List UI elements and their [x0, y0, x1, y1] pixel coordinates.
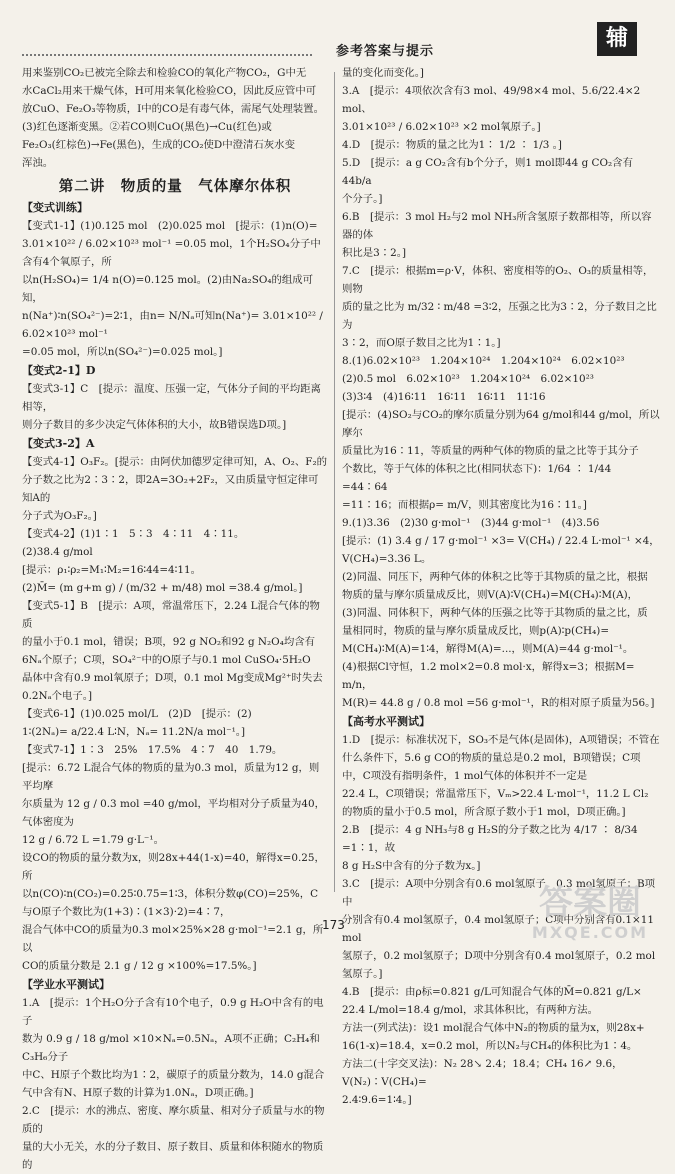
text-line: (3)同温、同体积下，两种气体的压强之比等于其物质的量之比，质 [342, 607, 648, 619]
text-line: 16(1-x)=18.4，x=0.2 mol，所以N₂与CH₄的体积比为1∶4。 [342, 1040, 638, 1052]
text-line: 【变式4-2】(1)1∶1 5∶3 4∶11 4∶11。 [22, 528, 245, 540]
header-title: 参考答案与提示 [336, 44, 435, 59]
text-line: [提示：(1) 3.4 g / 17 g·mol⁻¹ ×3= V(CH₄) / 22.4 L·mol⁻¹ ×4，V(CH₄)=3.36 L。 [342, 535, 660, 565]
text-line: 8 g H₂S中含有的分子数为x。] [342, 860, 481, 872]
text-line: 3.A [提示：4项依次含有3 mol、49/98×4 mol、5.6/22.4×2 mol、 [342, 85, 644, 115]
text-line: [提示：(4)SO₂与CO₂的摩尔质量分别为64 g/mol和44 g/mol，所以摩尔 [342, 409, 660, 439]
text-line: 中，C项没有指明条件，1 mol气体的体积并不一定是 [342, 770, 588, 782]
section-heading: 【变式训练】 [22, 201, 88, 214]
text-line: 4.D [提示：物质的量之比为1∶ 1/2 ∶ 1/3 。] [342, 139, 562, 151]
text-line: 6.B [提示：3 mol H₂与2 mol NH₃所含氢原子数都相等，所以容器的体 [342, 211, 652, 241]
text-line: (2)38.4 g/mol [22, 546, 93, 558]
text-line: 方法一(列式法)：设1 mol混合气体中N₂的物质的量为x，则28x+ [342, 1022, 645, 1034]
text-line: 22.4 L，C项错误；常温常压下，Vₘ>22.4 L·mol⁻¹，11.2 L Cl₂ [342, 788, 649, 800]
text-line: 个分子。] [342, 193, 383, 205]
watermark-logo [515, 883, 665, 953]
section-heading: 【高考水平测试】 [342, 715, 430, 728]
text-line: n(Na⁺)∶n(SO₄²⁻)=2∶1，由n= N/Nₐ可知n(Na⁺)= 3.01×10²² / 6.02×10²³ mol⁻¹ [22, 310, 327, 340]
text-line: (4)根据Cl守恒，1.2 mol×2=0.8 mol·x，解得x=3；根据M= m/n， [342, 661, 638, 691]
text-line: (2)同温、同压下，两种气体的体积之比等于其物质的量之比，根据 [342, 571, 648, 583]
text-line: 积比是3∶2。] [342, 247, 407, 259]
text-line: 晶体中含有0.9 mol氧原子；D项，0.1 mol Mg变成Mg²⁺时失去 [22, 672, 323, 684]
text-line: 【变式5-1】B [提示：A项，常温常压下，2.24 L混合气体的物质 [22, 600, 320, 630]
watermark-bottom: MXQE.COM [531, 923, 649, 942]
text-line: 的量小于0.1 mol，错误；B项，92 g NO₂和92 g N₂O₄均含有6Nₐ个原子；C项，SO₄²⁻中的O原子与0.1 mol CuSO₄·5H₂O [22, 636, 316, 666]
text-line: 浑浊。 [22, 157, 54, 169]
text-line: 1.A [提示：1个H₂O分子含有10个电子，0.9 g H₂O中含有的电子 [22, 997, 324, 1027]
text-line: 3.C [提示：A项中分别含有0.6 mol氢原子，0.3 mol氢原子；B项中 [342, 878, 655, 908]
text-line: (3)3∶4 (4)16∶11 16∶11 16∶11 11∶16 [342, 391, 546, 403]
text-line: 4.B [提示：由ρ标=0.821 g/L可知混合气体的M̄=0.821 g/L× [342, 986, 642, 998]
text-line: 8.(1)6.02×10²³ 1.204×10²⁴ 1.204×10²⁴ 6.02×10²³ [342, 355, 625, 367]
text-line: 用来鉴别CO₂已被完全除去和检验CO的氧化产物CO₂，G中无 [22, 67, 307, 79]
text-line: 9.(1)3.36 (2)30 g·mol⁻¹ (3)44 g·mol⁻¹ (4)3.56 [342, 517, 600, 529]
text-line: (2)M̄= (m g+m g) / (m/32 + m/48) mol =38.4 g/mol。] [22, 582, 303, 594]
text-line: [提示：ρ₁∶ρ₂=M₁∶M₂=16∶44=4∶11。 [22, 564, 201, 576]
text-line: 12 g / 6.72 L =1.79 g·L⁻¹。 [22, 834, 164, 846]
left-column [22, 64, 328, 1174]
page-number: 173 [322, 918, 345, 932]
text-line: 尔质量为 12 g / 0.3 mol =40 g/mol，平均相对分子质量为40，气体密度为 [22, 798, 326, 828]
text-line: 22.4 L/mol=18.4 g/mol，求其体积比，有两种方法。 [342, 1004, 599, 1016]
text-line: 以n(H₂SO₄)= 1/4 n(O)=0.125 mol。(2)由Na₂SO₄的组成可知， [22, 274, 314, 304]
text-line: [提示：6.72 L混合气体的物质的量为0.3 mol，质量为12 g，则平均摩 [22, 762, 320, 792]
section-heading: 【变式3-2】A [22, 437, 95, 450]
header-dotted-rule [22, 54, 312, 56]
watermark-top: 答案圈 [539, 883, 641, 923]
text-line: 3∶2，而O原子数目之比为1∶1。] [342, 337, 501, 349]
text-line: 【变式1-1】(1)0.125 mol (2)0.025 mol [提示：(1)n(O)= [22, 220, 318, 232]
book-logo-icon: 辅 [597, 22, 637, 56]
text-line: Fe₂O₃(红棕色)→Fe(黑色)，生成的CO₂使D中澄清石灰水变 [22, 139, 295, 151]
text-line: 以n(CO)∶n(CO₂)=0.25∶0.75=1∶3，体积分数φ(CO)=25%，C [22, 888, 319, 900]
text-line: 中C、H原子个数比均为1∶2，碳原子的质量分数为，14.0 g混合 [22, 1069, 325, 1081]
text-line: 量相同时，物质的量与摩尔质量成反比，则p(A)∶p(CH₄)= [342, 625, 610, 637]
text-line: 分别含有0.4 mol氢原子，0.4 mol氢原子；C项中分别含有0.1×11 mol [342, 914, 658, 944]
text-line: 量的变化而变化。] [342, 67, 424, 79]
text-line: 【变式6-1】(1)0.025 mol/L (2)D [提示：(2) [22, 708, 252, 720]
text-line: (2)0.5 mol 6.02×10²³ 1.204×10²⁴ 6.02×10²³ [342, 373, 594, 385]
text-line: 气中含有N、H原子数的计算为1.0Nₐ，D项正确。] [22, 1087, 254, 1099]
text-line: 【变式7-1】1∶3 25% 17.5% 4∶7 40 1.79。 [22, 744, 283, 756]
text-line: 个数比，等于气体的体积之比(相同状态下)：1/64 ∶ 1/44 =44∶64 [342, 463, 615, 493]
text-line: =0.05 mol，所以n(SO₄²⁻)=0.025 mol。] [22, 346, 223, 358]
text-line: 与O原子个数比为(1+3)∶(1×3)·2)=4∶7， [22, 906, 231, 918]
column-divider [334, 72, 335, 892]
text-line: 质的量之比为 m/32 ∶ m/48 =3∶2，压强之比为3∶2，分子数目之比为 [342, 301, 657, 331]
text-line: 数为 0.9 g / 18 g/mol ×10×Nₐ=0.5Nₐ，A项不正确；C₂H₄和C₃H₆分子 [22, 1033, 320, 1063]
text-line: 分子数之比为2∶3∶2，即2A=3O₂+2F₂，又由质量守恒定律可知A的 [22, 474, 319, 504]
text-line: 5.D [提示：a g CO₂含有b个分子，则1 mol即44 g CO₂含有44b/a [342, 157, 633, 187]
text-line: 【变式4-1】O₃F₂。[提示：由阿伏加德罗定律可知，A、O₂、F₂的 [22, 456, 327, 468]
text-line: 则分子数目的多少决定气体体积的大小，故B错误选D项。] [22, 419, 287, 431]
text-line: M(R)= 44.8 g / 0.8 mol =56 g·mol⁻¹，R的相对原子质量为56。] [342, 697, 655, 709]
text-line: 什么条件下，5.6 g CO的物质的量总是0.2 mol，B项错误；C项 [342, 752, 641, 764]
text-line: 水CaCl₂用来干燥气体，H可用来氧化检验CO，因此反应管中可 [22, 85, 317, 97]
text-line: 的物质的量小于0.5 mol，所含原子数小于1 mol，D项正确。] [342, 806, 626, 818]
text-line: 2.C [提示：水的沸点、密度、摩尔质量、相对分子质量与水的物质的 [22, 1105, 325, 1135]
text-line: (3)红色逐渐变黑。②若CO则CuO(黑色)→Cu(红色)或 [22, 121, 272, 133]
text-line: 1.D [提示：标准状况下，SO₃不是气体(是固体)，A项错误；不管在 [342, 734, 660, 746]
text-line: 设CO的物质的量分数为x，则28x+44(1-x)=40，解得x=0.25，所 [22, 852, 325, 882]
text-line: 【变式3-1】C [提示：温度、压强一定，气体分子间的平均距离相等， [22, 383, 321, 413]
text-line: 3.01×10²³ / 6.02×10²³ ×2 mol氧原子。] [342, 121, 541, 133]
section-heading: 【变式2-1】D [22, 364, 96, 377]
text-line: 0.2Nₐ个电子。] [22, 690, 93, 702]
text-line: 质量比为16∶11，等质量的两种气体的物质的量之比等于其分子 [342, 445, 639, 457]
text-line: 物质的量与摩尔质量成反比，则V(A)∶V(CH₄)=M(CH₄)∶M(A)， [342, 589, 639, 601]
text-line: 分子式为O₃F₂。] [22, 510, 97, 522]
text-line: 1∶(2Nₐ)= a/22.4 L∶N，Nₐ= 11.2N/a mol⁻¹。] [22, 726, 246, 738]
text-line: 方法二(十字交叉法)：N₂ 28↘ 2.4；18.4；CH₄ 16↗ 9.6，V(N₂)∶V(CH₄)= [342, 1058, 623, 1088]
text-line: =11∶16；而根据ρ= m/V，则其密度比为16∶11。] [342, 499, 587, 511]
text-line: 3.01×10²² / 6.02×10²³ mol⁻¹ =0.05 mol，1个H₂SO₄分子中含有4个氧原子，所 [22, 238, 321, 268]
page-header [0, 0, 675, 60]
text-line: 2.B [提示：4 g NH₃与8 g H₂S的分子数之比为 4/17 ∶ 8/34 =1∶1，故 [342, 824, 641, 854]
text-line: CO的质量分数是 2.1 g / 12 g ×100%=17.5%。] [22, 960, 257, 972]
text-line: 氢原子。] [342, 968, 383, 980]
text-line: 氢原子，0.2 mol氢原子；D项中分别含有0.4 mol氢原子，0.2 mol [342, 950, 656, 962]
text-line: 放CuO、Fe₂O₃等物质，I中的CO是有毒气体，需尾气处理装置。 [22, 103, 324, 115]
text-line: 混合气体中CO的质量为0.3 mol×25%×28 g·mol⁻¹=2.1 g，所以 [22, 924, 324, 954]
lesson-title: 第二讲 物质的量 气体摩尔体积 [58, 178, 292, 195]
text-line: 7.C [提示：根据m=ρ·V，体积、密度相等的O₂、O₃的质量相等，则物 [342, 265, 654, 295]
text-line: M(CH₄)∶M(A)=1∶4，解得M(A)=...，则M(A)=44 g·mol⁻¹。 [342, 643, 634, 655]
text-line: 量的大小无关，水的分子数目、原子数目、质量和体积随水的物质的 [22, 1141, 324, 1171]
text-line: 2.4∶9.6=1∶4。] [342, 1094, 412, 1106]
section-heading: 【学业水平测试】 [22, 978, 110, 991]
